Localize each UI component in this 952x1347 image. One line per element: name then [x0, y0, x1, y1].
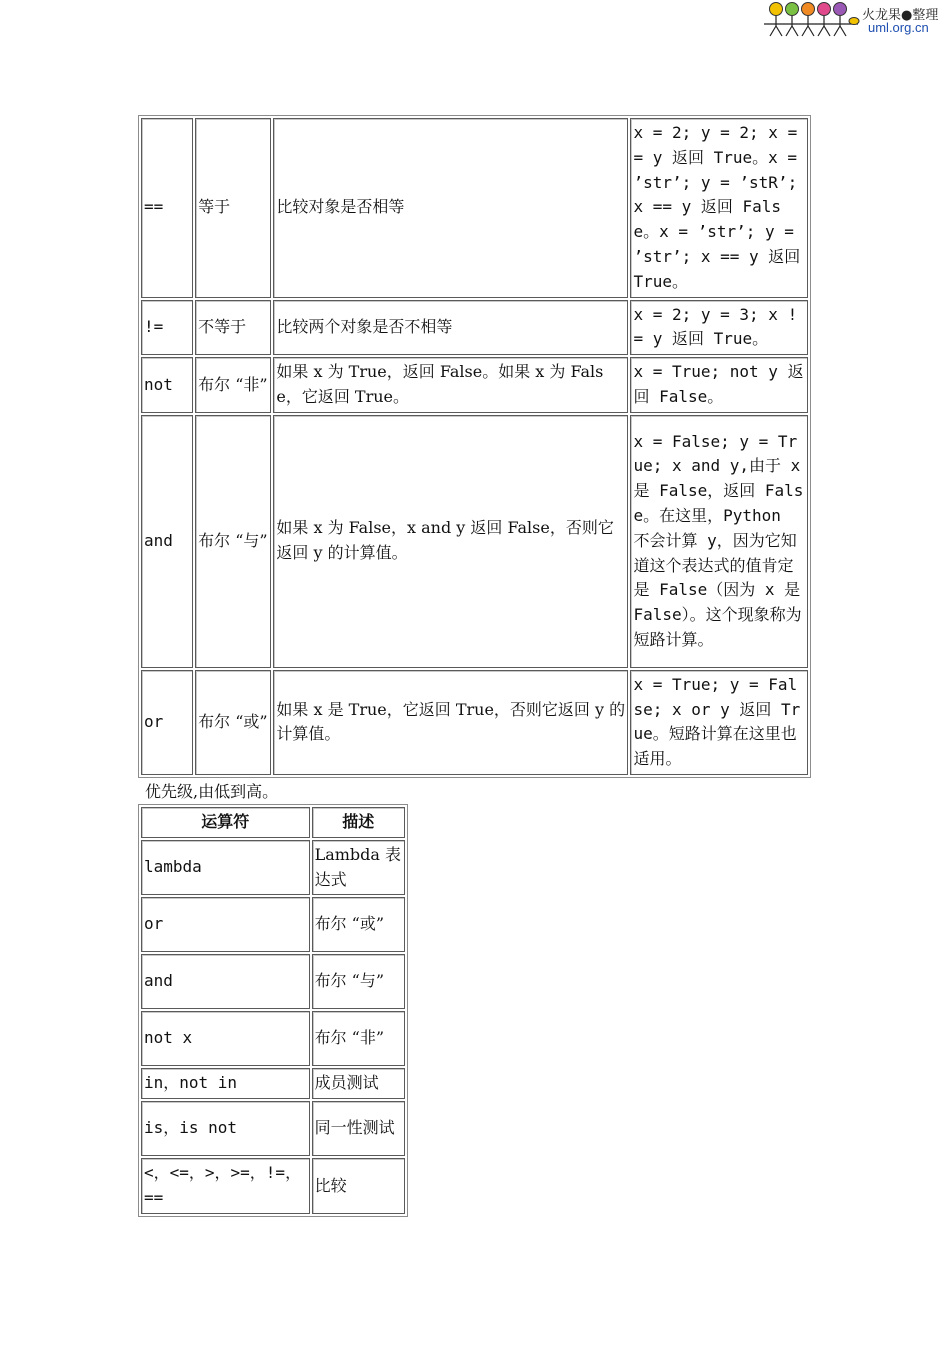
operator-name-cell: 布尔 “或” — [195, 670, 271, 775]
watermark-url: uml.org.cn — [868, 20, 929, 35]
comparison-operators-table — [138, 115, 811, 778]
precedence-desc-cell: 布尔 “非” — [312, 1011, 405, 1066]
operator-example-cell: x = False; y = True; x and y,由于 x 是 False，返回 False。在这里，Python 不会计算 y，因为它知道这个表达式的值肯定是 False（因为 x 是 False）。这个现象称为短路计算。 — [630, 415, 808, 668]
precedence-operator-cell: and — [141, 954, 310, 1009]
operator-example-cell: x = True; not y 返回 False。 — [630, 357, 808, 413]
table-row — [141, 1068, 405, 1099]
operator-desc-cell: 比较对象是否相等 — [273, 118, 628, 298]
table-row — [141, 670, 808, 775]
operator-cell: != — [141, 300, 193, 356]
precedence-desc-cell: Lambda 表达式 — [312, 840, 405, 896]
precedence-desc-cell: 布尔 “或” — [312, 897, 405, 952]
precedence-desc-cell: 同一性测试 — [312, 1101, 405, 1156]
operator-name-cell: 布尔 “非” — [195, 357, 271, 413]
operator-cell: or — [141, 670, 193, 775]
stick-figures-icon — [762, 0, 862, 40]
column-header-description: 描述 — [312, 807, 405, 838]
precedence-operator-cell: or — [141, 897, 310, 952]
precedence-operator-cell: not x — [141, 1011, 310, 1066]
precedence-operator-cell: in，not in — [141, 1068, 310, 1099]
table-row — [141, 954, 405, 1009]
watermark-text: 火龙果●整理 — [862, 8, 939, 23]
operator-example-cell: x = 2; y = 3; x != y 返回 True。 — [630, 300, 808, 356]
operator-example-cell: x = True; y = False; x or y 返回 True。短路计算在这里也适用。 — [630, 670, 808, 775]
table-row — [141, 1158, 405, 1214]
table-row — [141, 300, 808, 356]
operator-name-cell: 等于 — [195, 118, 271, 298]
precedence-operator-cell: is，is not — [141, 1101, 310, 1156]
operator-desc-cell: 比较两个对象是否不相等 — [273, 300, 628, 356]
table-header-row — [141, 807, 405, 838]
table-row — [141, 840, 405, 896]
precedence-operator-cell: lambda — [141, 840, 310, 896]
precedence-desc-cell: 布尔 “与” — [312, 954, 405, 1009]
table-row — [141, 357, 808, 413]
operator-precedence-table — [138, 804, 408, 1217]
operator-cell: == — [141, 118, 193, 298]
table-row — [141, 118, 808, 298]
precedence-operator-cell: <，<=，>，>=，!=，== — [141, 1158, 310, 1214]
watermark-logo — [762, 0, 948, 40]
operator-example-cell: x = 2; y = 2; x == y 返回 True。x = ’str’; y = ’stR’; x == y 返回 False。x = ’str’; y = ’str’; x == y 返回 True。 — [630, 118, 808, 298]
table-row — [141, 1011, 405, 1066]
table-row — [141, 897, 405, 952]
precedence-caption: 优先级,由低到高。 — [145, 782, 279, 801]
precedence-desc-cell: 比较 — [312, 1158, 405, 1214]
operator-desc-cell: 如果 x 为 False，x and y 返回 False，否则它返回 y 的计算值。 — [273, 415, 628, 668]
operator-desc-cell: 如果 x 是 True，它返回 True，否则它返回 y 的计算值。 — [273, 670, 628, 775]
column-header-operator: 运算符 — [141, 807, 310, 838]
precedence-desc-cell: 成员测试 — [312, 1068, 405, 1099]
operator-desc-cell: 如果 x 为 True，返回 False。如果 x 为 False，它返回 True。 — [273, 357, 628, 413]
operator-cell: not — [141, 357, 193, 413]
operator-name-cell: 不等于 — [195, 300, 271, 356]
operator-name-cell: 布尔 “与” — [195, 415, 271, 668]
table-row — [141, 1101, 405, 1156]
operator-cell: and — [141, 415, 193, 668]
table-row — [141, 415, 808, 668]
